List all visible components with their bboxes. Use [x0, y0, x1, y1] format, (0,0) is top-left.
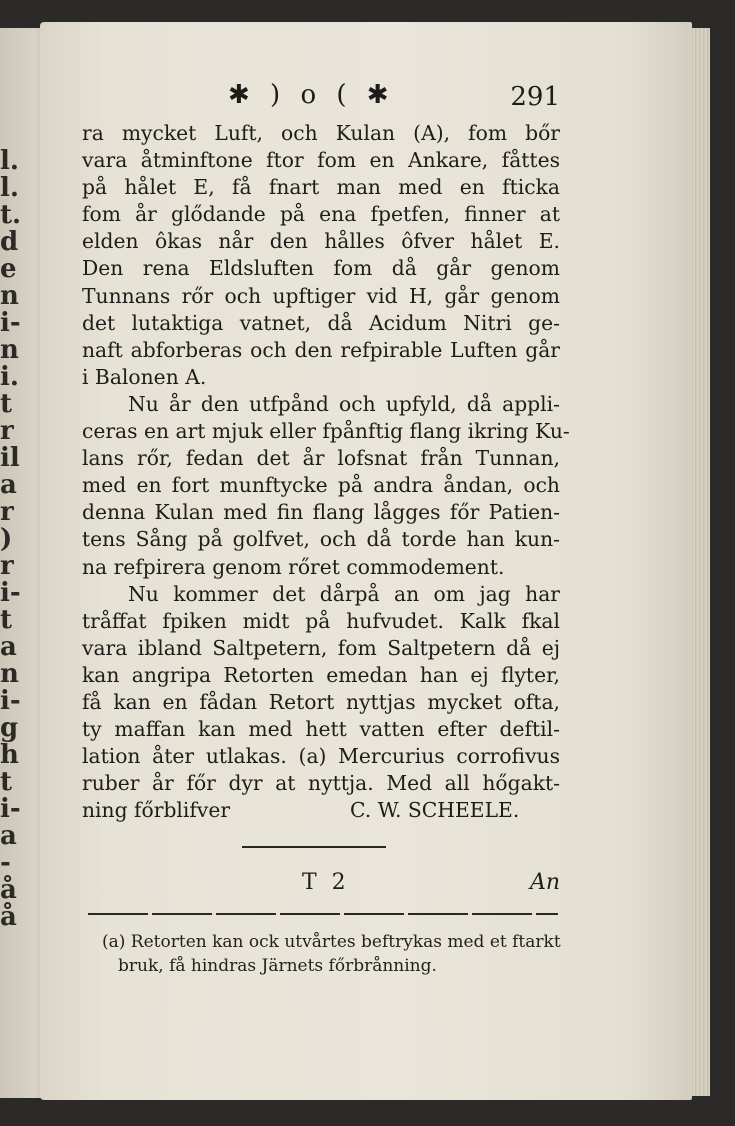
edge-fragment: t — [0, 767, 13, 797]
edge-fragment: i- — [0, 308, 21, 338]
author-signature: C. W. SCHEELE. — [350, 798, 520, 823]
footnote — [102, 930, 564, 978]
signature-line — [82, 797, 560, 824]
edge-fragment: n — [0, 281, 19, 311]
edge-fragment: n — [0, 659, 19, 689]
edge-fragment: i. — [0, 362, 19, 392]
signature-mark: T 2 — [302, 870, 350, 895]
text-line: naft abforberas och den refpirable Luften går — [82, 337, 560, 362]
edge-fragment: r — [0, 551, 14, 581]
edge-fragment: t — [0, 389, 13, 419]
edge-fragment: il — [0, 443, 20, 473]
page-number: 291 — [510, 82, 560, 112]
text-line: tråffat fpiken midt på hufvudet. Kalk fkal — [82, 608, 560, 633]
body-text — [82, 120, 570, 824]
text-line: elden ôkas når den hålles ôfver hålet E. — [82, 229, 560, 254]
text-line: ruber år főr dyr at nyttja. Med all hőgakt- — [82, 771, 560, 796]
text-line: ceras en art mjuk eller fpånftig flang ikring Ku- — [82, 419, 570, 444]
text-line: Den rena Eldsluften fom då går genom — [82, 256, 560, 281]
edge-fragment: e — [0, 254, 17, 284]
section-end-rule — [242, 846, 386, 848]
text-line: Nu kommer det dårpå an om jag har — [128, 581, 560, 606]
edge-fragment: ) — [0, 524, 13, 554]
edge-fragment: r — [0, 497, 14, 527]
edge-fragment: - — [0, 848, 11, 878]
text-line: med en fort munftycke på andra åndan, och — [82, 473, 560, 498]
text-line: det lutaktiga vatnet, då Acidum Nitri ge- — [82, 310, 560, 335]
catchword: An — [529, 870, 560, 895]
edge-fragment: l. — [0, 173, 19, 203]
edge-fragment: d — [0, 227, 19, 257]
edge-fragment: a — [0, 821, 17, 851]
edge-fragment: h — [0, 740, 19, 770]
running-header — [228, 80, 560, 120]
text-line: ty maffan kan med hett vatten efter deftil- — [82, 717, 560, 742]
edge-fragment: i- — [0, 578, 21, 608]
text-line: på hålet E, få fnart man med en fticka — [82, 175, 560, 200]
edge-fragment: å — [0, 902, 17, 932]
text-line: na refpirera genom rőret commodement. — [82, 554, 505, 579]
text-line: kan angripa Retorten emedan han ej flyter, — [82, 662, 560, 687]
text-line: ra mycket Luft, och Kulan (A), fom bőr — [82, 121, 560, 145]
edge-fragment: l. — [0, 146, 19, 176]
text-line: vara åtminftone ftor fom en Ankare, fåttes — [82, 148, 560, 173]
paragraph-2 — [82, 391, 570, 581]
edge-fragment: i- — [0, 686, 21, 716]
edge-fragment: å — [0, 875, 17, 905]
text-line: Nu år den utfpånd och upfyld, då appli- — [128, 391, 560, 416]
paragraph-1 — [82, 120, 560, 391]
catchline — [82, 870, 560, 902]
footnote-line: bruk, få hindras Järnets főrbrånning. — [118, 956, 437, 976]
header-ornament: ✱ ) o ( ✱ — [228, 80, 395, 110]
edge-fragment: g — [0, 713, 19, 743]
edge-fragment: i- — [0, 794, 21, 824]
text-line: lation åter utlakas. (a) Mercurius corrofivus — [82, 744, 560, 769]
edge-fragment: t. — [0, 200, 22, 230]
footnote-rule — [88, 913, 558, 915]
text-line: tens Sång på golfvet, och då torde han kun- — [82, 527, 560, 552]
text-line: Tunnans rőr och upftiger vid H, går genom — [82, 283, 560, 308]
closing-text: ning főrblifver — [82, 798, 231, 823]
text-line: denna Kulan med fin flang lågges főr Patien- — [82, 500, 560, 525]
previous-page-cut-text — [0, 146, 22, 932]
text-line: fom år glődande på ena fpetfen, finner at — [82, 202, 560, 227]
paragraph-3 — [82, 581, 560, 825]
edge-fragment: a — [0, 470, 17, 500]
text-line: i Balonen A. — [82, 364, 207, 389]
edge-fragment: r — [0, 416, 14, 446]
footnote-line: (a) Retorten kan ock utvårtes beftrykas med et ftarkt — [102, 932, 561, 952]
text-line: lans rőr, fedan det år lofsnat från Tunnan, — [82, 446, 560, 471]
edge-fragment: a — [0, 632, 17, 662]
text-line: vara ibland Saltpetern, fom Saltpetern då ej — [82, 635, 560, 660]
text-line: få kan en fådan Retort nyttjas mycket ofta, — [82, 689, 560, 714]
edge-fragment: t — [0, 605, 13, 635]
edge-fragment: n — [0, 335, 19, 365]
